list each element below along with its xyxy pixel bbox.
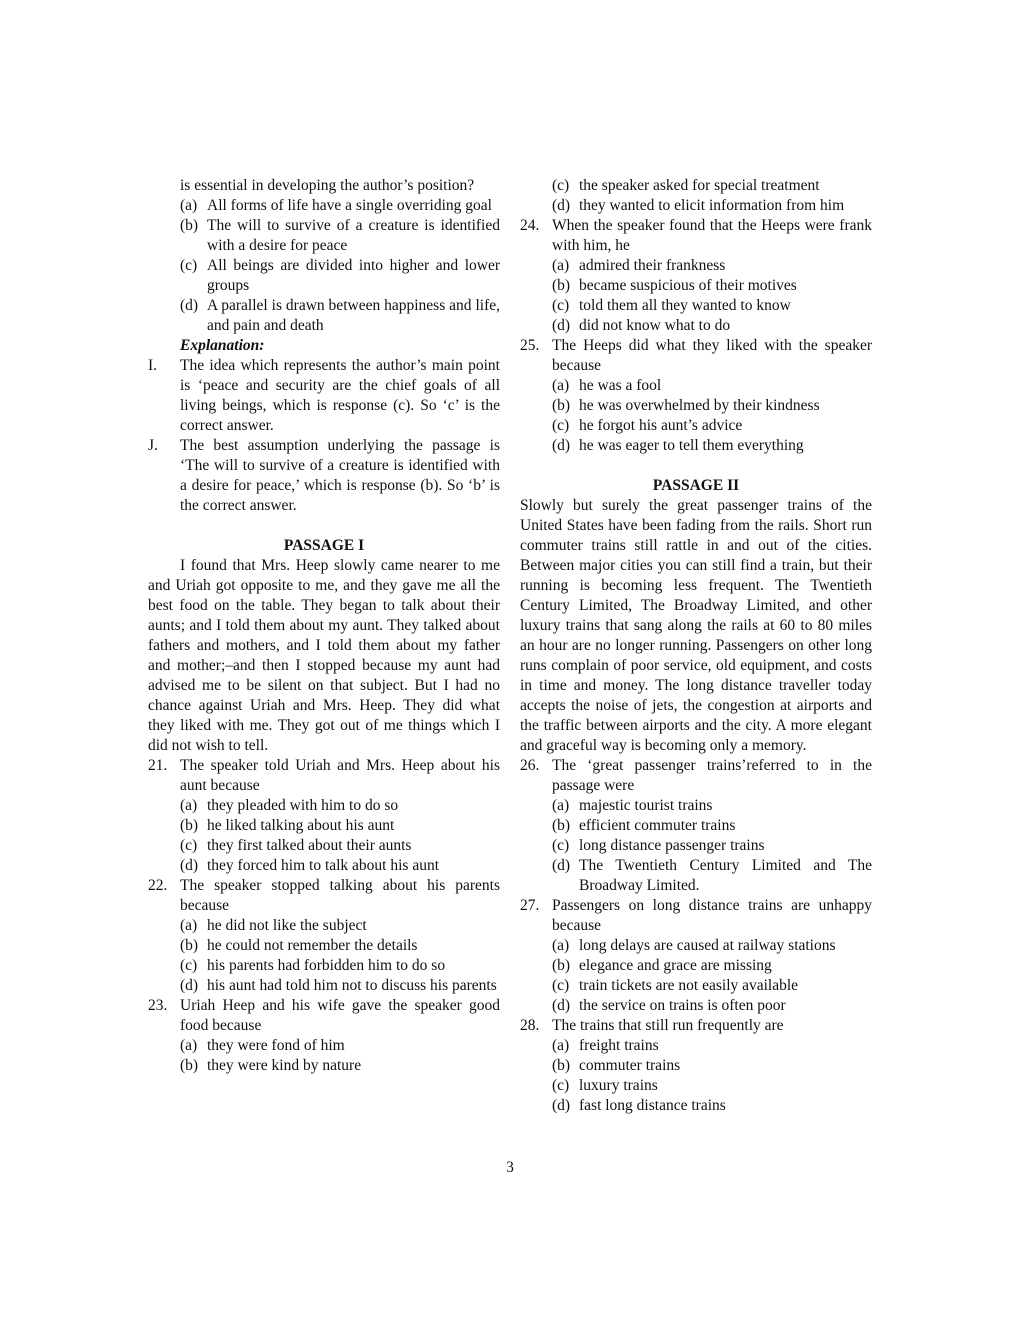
option-label: (a) [180, 197, 198, 214]
option-label: (d) [552, 857, 571, 874]
option-label: (b) [552, 957, 571, 974]
option-label: (c) [180, 957, 198, 974]
option [180, 856, 500, 876]
option-label: (a) [552, 937, 570, 954]
option [552, 436, 872, 456]
right-column [520, 176, 872, 1116]
option-text: he forgot his aunt’s advice [579, 417, 743, 434]
question-text: The speaker stopped talking about his parents because [180, 877, 500, 914]
option-text: train tickets are not easily available [579, 977, 799, 994]
option-label: (b) [180, 937, 199, 954]
option [552, 176, 872, 196]
option-text: he was overwhelmed by their kindness [579, 397, 820, 414]
explanation-label: I. [148, 357, 158, 374]
option-text: commuter trains [579, 1057, 681, 1074]
question-25 [520, 336, 872, 456]
option [552, 1036, 872, 1056]
option [180, 196, 500, 216]
explanation-item [148, 356, 500, 436]
option [180, 796, 500, 816]
option-label: (d) [180, 857, 199, 874]
option-label: (c) [552, 1077, 570, 1094]
option-label: (a) [552, 377, 570, 394]
question-27 [520, 896, 872, 1016]
document-page [148, 176, 872, 1116]
option [552, 1076, 872, 1096]
option-text: he could not remember the details [207, 937, 418, 954]
option [180, 256, 500, 296]
question-number: 22. [148, 877, 168, 894]
option [552, 956, 872, 976]
option-text: admired their frankness [579, 257, 726, 274]
option-text: long delays are caused at railway stations [579, 937, 836, 954]
option-text: he did not like the subject [207, 917, 367, 934]
option-label: (d) [180, 977, 199, 994]
option-label: (c) [552, 177, 570, 194]
question-28 [520, 1016, 872, 1116]
option-text: The will to survive of a creature is identified with a desire for peace [207, 217, 500, 254]
option [552, 856, 872, 896]
question-text: is essential in developing the author’s position? [180, 177, 475, 194]
option [552, 416, 872, 436]
option-label: (b) [552, 397, 571, 414]
explanation-item [148, 436, 500, 516]
option-label: (c) [552, 417, 570, 434]
option-text: he was a fool [579, 377, 662, 394]
option-label: (d) [180, 297, 199, 314]
option-text: the service on trains is often poor [579, 997, 786, 1014]
option-label: (c) [552, 297, 570, 314]
option-text: luxury trains [579, 1077, 658, 1094]
option [552, 296, 872, 316]
option [552, 976, 872, 996]
option-text: majestic tourist trains [579, 797, 713, 814]
explanation-text: The best assumption underlying the passage is ‘The will to survive of a creature is identified with a desire for peace,’ which is response (b). So ‘b’ is the correct answer. [180, 437, 500, 514]
option-text: his parents had forbidden him to do so [207, 957, 446, 974]
option-text: The Twentieth Century Limited and The Broadway Limited. [579, 857, 872, 894]
option-label: (b) [180, 1057, 199, 1074]
option-text: told them all they wanted to know [579, 297, 791, 314]
option-label: (d) [552, 317, 571, 334]
option-text: efficient commuter trains [579, 817, 736, 834]
question-text: The speaker told Uriah and Mrs. Heep about his aunt because [180, 757, 500, 794]
option-text: fast long distance trains [579, 1097, 726, 1114]
explanation-label: J. [148, 437, 158, 454]
option-label: (a) [552, 797, 570, 814]
option [180, 216, 500, 256]
option-label: (b) [552, 817, 571, 834]
page-number: 3 [506, 1159, 514, 1176]
option-label: (a) [552, 257, 570, 274]
option-label: (a) [180, 797, 198, 814]
option-text: they wanted to elicit information from him [579, 197, 845, 214]
question-21 [148, 756, 500, 876]
option-text: the speaker asked for special treatment [579, 177, 820, 194]
question-number: 25. [520, 337, 540, 354]
option [180, 956, 500, 976]
option [180, 936, 500, 956]
passage1-heading: PASSAGE I [283, 537, 365, 554]
option-text: they were kind by nature [207, 1057, 362, 1074]
option-text: they pleaded with him to do so [207, 797, 399, 814]
option-text: freight trains [579, 1037, 659, 1054]
question-text: The ‘great passenger trains’referred to in the passage were [552, 757, 872, 794]
question-23 [148, 996, 500, 1076]
option [552, 376, 872, 396]
passage2-heading: PASSAGE II [652, 477, 740, 494]
option-text: they forced him to talk about his aunt [207, 857, 440, 874]
explanation-heading: Explanation: [180, 337, 265, 354]
question-number: 23. [148, 997, 168, 1014]
option-label: (c) [552, 837, 570, 854]
option-label: (b) [552, 277, 571, 294]
option-label: (d) [552, 437, 571, 454]
option-text: they first talked about their aunts [207, 837, 412, 854]
option-text: did not know what to do [579, 317, 731, 334]
passage1-text: I found that Mrs. Heep slowly came nearer to me and Uriah got opposite to me, and they gave me all the best food on the table. They began to talk about their aunts; and I told them about my aunt. They talked about fathers and mothers, and I told them about my father and mother;–and then I stopped because my aunt had advised me to be silent on that subject. But I had no chance against Uriah and Mrs. Heep. They did what they liked with me. They got out of me things which I did not wish to tell. [148, 557, 500, 754]
option-label: (b) [552, 1057, 571, 1074]
carryover-options [520, 176, 872, 216]
option-label: (a) [552, 1037, 570, 1054]
option-text: became suspicious of their motives [579, 277, 797, 294]
option-text: elegance and grace are missing [579, 957, 772, 974]
option [552, 196, 872, 216]
option-text: his aunt had told him not to discuss his parents [207, 977, 497, 994]
option [180, 916, 500, 936]
option [552, 256, 872, 276]
option [552, 1096, 872, 1116]
option-text: All forms of life have a single overriding goal [207, 197, 492, 214]
option [552, 396, 872, 416]
option-label: (b) [180, 217, 199, 234]
question-text: When the speaker found that the Heeps were frank with him, he [552, 217, 872, 254]
option [552, 796, 872, 816]
option [552, 316, 872, 336]
option-text: long distance passenger trains [579, 837, 765, 854]
option-label: (a) [180, 917, 198, 934]
option [552, 1056, 872, 1076]
question-number: 28. [520, 1017, 540, 1034]
option-label: (c) [180, 257, 198, 274]
option-label: (d) [552, 197, 571, 214]
question-text: The Heeps did what they liked with the speaker because [552, 337, 872, 374]
option [180, 296, 500, 336]
question-22 [148, 876, 500, 996]
question-text: Passengers on long distance trains are unhappy because [552, 897, 872, 934]
question-24 [520, 216, 872, 336]
option-label: (a) [180, 1037, 198, 1054]
question-number: 24. [520, 217, 540, 234]
option [552, 996, 872, 1016]
passage2-text: Slowly but surely the great passenger trains of the United States have been fading from the rails. Short run commuter trains still rattle in and out of the cities. Between major cities you can still find a train, but their running is becoming less frequent. The Twentieth Century Limited, The Broadway Limited, and other luxury trains that sang along the rails at 60 to 80 miles an hour are no longer running. Passengers on other long runs complain of poor service, old equipment, and costs in time and money. The long distance traveller today accepts the noise of jets, the congestion at airports and the traffic between airports and the city. A more elegant and graceful way is becoming only a memory. [520, 497, 872, 754]
option-label: (d) [552, 1097, 571, 1114]
left-column [148, 176, 500, 1116]
explanation-text: The idea which represents the author’s main point is ‘peace and security are the chief goals of all living beings, which is response (c). So ‘c’ is the correct answer. [180, 357, 500, 434]
question-text: Uriah Heep and his wife gave the speaker good food because [180, 997, 500, 1034]
question-number: 26. [520, 757, 540, 774]
option [180, 816, 500, 836]
option-label: (c) [180, 837, 198, 854]
option-label: (b) [180, 817, 199, 834]
option [552, 816, 872, 836]
option-text: he was eager to tell them everything [579, 437, 804, 454]
option [552, 276, 872, 296]
option [180, 836, 500, 856]
option-text: they were fond of him [207, 1037, 345, 1054]
option-text: he liked talking about his aunt [207, 817, 395, 834]
option-text: All beings are divided into higher and lower groups [207, 257, 500, 294]
question-text: The trains that still run frequently are [552, 1017, 784, 1034]
option-text: A parallel is drawn between happiness and life, and pain and death [207, 297, 500, 334]
option [552, 836, 872, 856]
question-number: 27. [520, 897, 540, 914]
question-number: 21. [148, 757, 168, 774]
option [180, 1056, 500, 1076]
option [552, 936, 872, 956]
option-label: (c) [552, 977, 570, 994]
option-label: (d) [552, 997, 571, 1014]
carryover-question [148, 176, 500, 336]
option [180, 1036, 500, 1056]
question-26 [520, 756, 872, 896]
option [180, 976, 500, 996]
